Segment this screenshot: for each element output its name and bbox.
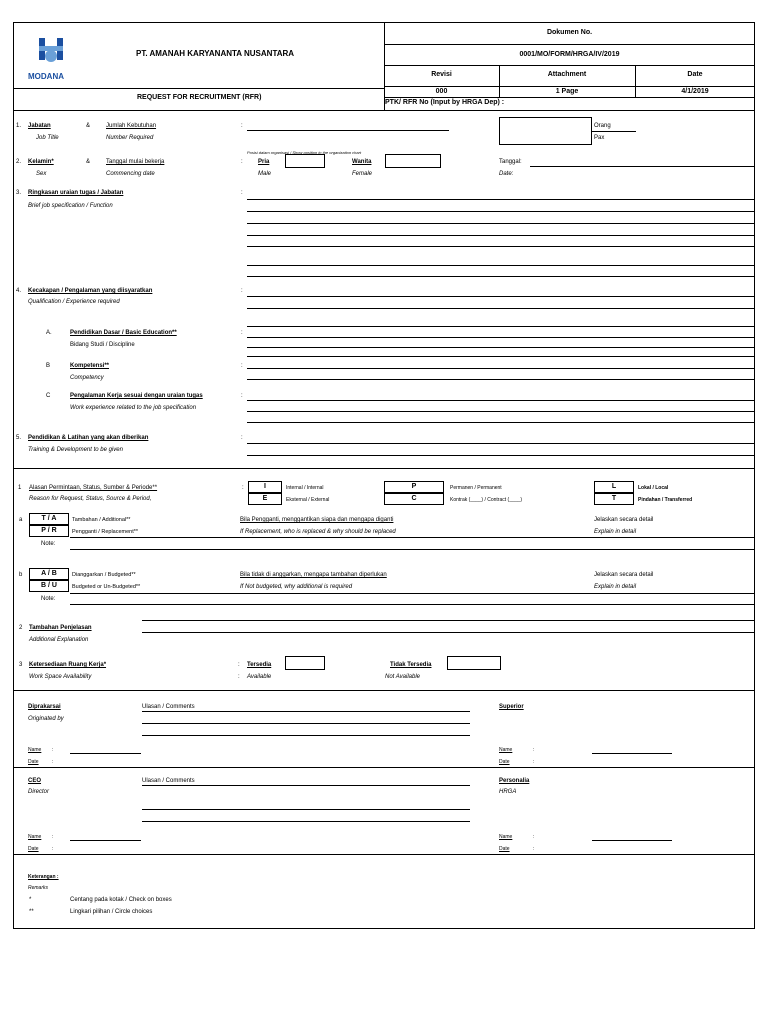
- c-key: C: [46, 393, 51, 399]
- revisi-value: 000: [435, 88, 448, 95]
- a-label: Pendidikan Dasar / Basic Education**: [70, 330, 177, 336]
- date-label-3: Date: [28, 846, 39, 852]
- q1-label: Jabatan: [28, 123, 51, 129]
- pria-label: Pria: [258, 159, 270, 165]
- comments-label-2: Ulasan / Comments: [142, 778, 195, 784]
- orang-label: Orang: [594, 123, 611, 129]
- not-available-label: Not Available: [385, 674, 421, 680]
- explain-sub-a: Explain in detail: [594, 529, 637, 535]
- permanent-text: Permanen / Permanent: [450, 485, 502, 491]
- date-value: 4/1/2019: [681, 88, 709, 95]
- date-colon-3: :: [52, 846, 54, 852]
- q4-sub: Qualification / Experience required: [28, 299, 120, 305]
- name-label-2: Name: [499, 747, 513, 753]
- date-colon-2: :: [533, 759, 535, 765]
- name-label-4: Name: [499, 834, 513, 840]
- q2-label: Kelamin*: [28, 159, 54, 165]
- workspace-colon: :: [238, 662, 240, 668]
- form-title: REQUEST FOR RECRUITMENT (RFR): [137, 94, 262, 101]
- doc-no-label: Dokumen No.: [546, 29, 593, 36]
- budget-sub: If Not budgeted, why additional is required: [240, 584, 353, 590]
- workspace-number: 3: [19, 662, 23, 668]
- q3-label: Ringkasan uraian tugas / Jabatan: [28, 190, 124, 196]
- a-key-s2: a: [19, 517, 23, 523]
- attachment-value: 1 Page: [555, 88, 579, 95]
- code-ta[interactable]: T / A: [29, 513, 69, 525]
- q1-amp: &: [86, 123, 91, 129]
- local-text: Lokal / Local: [638, 485, 669, 491]
- name-colon-4: :: [533, 834, 535, 840]
- tidak-tersedia-checkbox[interactable]: [447, 656, 501, 670]
- reason-label: Alasan Permintaan, Status, Sumber & Periode**: [29, 485, 158, 491]
- replacement-sub: If Replacement, who is replaced & why should be replaced: [240, 529, 396, 535]
- name-label-1: Name: [28, 747, 42, 753]
- q2-number: 2.: [16, 159, 22, 165]
- q2-amp: &: [86, 159, 91, 165]
- explain-label-b: Jelaskan secara detail: [594, 572, 654, 578]
- ceo-label: CEO: [28, 778, 42, 784]
- q5-colon: :: [241, 435, 243, 441]
- ceo-sub: Director: [28, 789, 50, 795]
- internal-text: Internal / Internal: [286, 485, 324, 491]
- doc-no-value: 0001/MO/FORM/HRGA/IV/2019: [519, 51, 620, 58]
- c-label: Pengalaman Kerja sesuai dengan uraian tugas: [70, 393, 203, 399]
- date-label-1: Date: [28, 759, 39, 765]
- attachment-label: Attachment: [547, 71, 587, 78]
- remark-star2: **: [29, 909, 34, 915]
- b-key: B: [46, 363, 51, 369]
- name-colon-3: :: [52, 834, 54, 840]
- ta-text: Tambahan / Additional**: [72, 517, 131, 523]
- add-expl-number: 2: [19, 625, 23, 631]
- logo-text: MODANA: [28, 72, 64, 81]
- pr-text: Pengganti / Replacement**: [72, 529, 139, 535]
- note-label-a: Note:: [41, 541, 56, 547]
- date-colon-4: :: [533, 846, 535, 852]
- transferred-text: Pindahan / Transferred: [638, 497, 693, 503]
- female-label: Female: [352, 171, 373, 177]
- add-expl-label: Tambahan Penjelasan: [29, 625, 92, 631]
- revisi-label: Revisi: [431, 71, 452, 78]
- b-label: Kompetensi**: [70, 363, 110, 369]
- add-expl-sub: Additional Explanation: [29, 637, 89, 643]
- q2-label2: Tanggal mulai bekerja: [106, 159, 165, 165]
- q4-number: 4.: [16, 288, 22, 294]
- q2-sub2: Commencing date: [106, 171, 155, 177]
- replacement-label: Bila Pengganti, menggantikan siapa dan mengapa diganti: [240, 517, 394, 523]
- c-colon: :: [241, 393, 243, 399]
- originated-sub: Originated by: [28, 716, 64, 722]
- personalia-sub: HRGA: [499, 789, 517, 795]
- q1-sub: Job Title: [36, 135, 59, 141]
- tidak-tersedia-label: Tidak Tersedia: [390, 662, 432, 668]
- reason-colon: :: [242, 485, 244, 491]
- name-label-3: Name: [28, 834, 42, 840]
- remark-star1-text: Centang pada kotak / Check on boxes: [70, 897, 172, 903]
- date-colon-1: :: [52, 759, 54, 765]
- code-bu[interactable]: B / U: [29, 580, 69, 592]
- code-transferred[interactable]: T: [594, 493, 634, 505]
- q5-sub: Training & Development to be given: [28, 447, 123, 453]
- code-pr[interactable]: P / R: [29, 525, 69, 537]
- a-key: A.: [46, 330, 52, 336]
- q1-sub2: Number Required: [106, 135, 154, 141]
- b-sub: Competency: [70, 375, 104, 381]
- ceo-name-field[interactable]: [70, 840, 141, 841]
- code-contract[interactable]: C: [384, 493, 444, 505]
- remarks-label: Keterangan :: [28, 874, 59, 880]
- name-colon-2: :: [533, 747, 535, 753]
- q1-label2: Jumlah Kebutuhan: [106, 123, 157, 129]
- ptk-label: PTK/ RFR No (Input by HRGA Dep) :: [385, 99, 505, 106]
- contract-text: Kontrak (____) / Contract (____): [450, 497, 522, 503]
- explain-label-a: Jelaskan secara detail: [594, 517, 654, 523]
- wanita-checkbox[interactable]: [385, 154, 441, 168]
- q2-sub: Sex: [36, 171, 47, 177]
- note-label-b: Note:: [41, 596, 56, 602]
- code-local[interactable]: L: [594, 481, 634, 493]
- pax-label: Pax: [594, 135, 605, 141]
- originator-name-field[interactable]: [70, 753, 141, 754]
- job-title-field[interactable]: [247, 130, 449, 131]
- q5-label: Pendidikan & Latihan yang akan diberikan: [28, 435, 149, 441]
- reason-sub: Reason for Request, Status, Source & Period,: [29, 496, 152, 502]
- b-colon: :: [241, 363, 243, 369]
- reason-number: 1: [18, 485, 22, 491]
- remarks-sub: Remarks: [28, 885, 49, 891]
- originated-label: Diprakarsai: [28, 704, 61, 710]
- code-external[interactable]: E: [248, 493, 282, 505]
- male-label: Male: [258, 171, 272, 177]
- c-sub: Work experience related to the job specification: [70, 405, 197, 411]
- a-sub: Bidang Studi / Discipline: [70, 342, 135, 348]
- comments-label-1: Ulasan / Comments: [142, 704, 195, 710]
- workspace-sub: Work Space Availability: [29, 674, 92, 680]
- date-label: Date: [687, 71, 703, 78]
- b-key-s2: b: [19, 572, 23, 578]
- q3-number: 3.: [16, 190, 22, 196]
- q5-number: 5.: [16, 435, 22, 441]
- external-text: Eksternal / External: [286, 497, 330, 503]
- date-label-2: Date: [499, 759, 510, 765]
- q3-sub: Brief job specification / Function: [28, 203, 113, 209]
- commencing-date-field[interactable]: [530, 166, 755, 167]
- remark-star2-text: Lingkari pilihan / Circle choices: [70, 909, 153, 915]
- date-label-s1: Date:: [499, 171, 514, 177]
- superior-label: Superior: [499, 704, 524, 710]
- available-label: Available: [247, 674, 272, 680]
- superior-name-field[interactable]: [592, 753, 672, 754]
- tanggal-label: Tanggal:: [499, 159, 522, 165]
- available-colon: :: [238, 674, 240, 680]
- q4-colon: :: [241, 288, 243, 294]
- a-colon: :: [241, 330, 243, 336]
- company-name: PT. AMANAH KARYANANTA NUSANTARA: [136, 49, 295, 58]
- code-ab[interactable]: A / B: [29, 568, 69, 580]
- pria-checkbox[interactable]: [285, 154, 325, 168]
- tersedia-label: Tersedia: [247, 662, 272, 668]
- explain-sub-b: Explain in detail: [594, 584, 637, 590]
- code-internal[interactable]: I: [248, 481, 282, 493]
- remark-star1: *: [29, 897, 32, 903]
- wanita-label: Wanita: [352, 159, 372, 165]
- date-label-4: Date: [499, 846, 510, 852]
- budget-label: Bila tidak di anggarkan, mengapa tambahan diperlukan: [240, 572, 387, 578]
- org-chart-note: Posisi dalam organisasi / Show position in the organization chart: [247, 150, 362, 155]
- personalia-name-field[interactable]: [592, 840, 672, 841]
- tersedia-checkbox[interactable]: [285, 656, 325, 670]
- q1-colon: :: [241, 123, 243, 129]
- personalia-label: Personalia: [499, 778, 530, 784]
- q4-label: Kecakapan / Pengalaman yang diisyaratkan: [28, 288, 153, 294]
- bu-text: Budgeted or Un-Budgeted**: [72, 584, 141, 590]
- number-required-box[interactable]: [499, 117, 592, 145]
- ab-text: Dianggarkan / Budgeted**: [72, 572, 136, 578]
- q3-colon: :: [241, 190, 243, 196]
- workspace-label: Ketersediaan Ruang Kerja*: [29, 662, 107, 668]
- code-permanent[interactable]: P: [384, 481, 444, 493]
- q1-number: 1.: [16, 123, 22, 129]
- q2-colon: :: [241, 159, 243, 165]
- name-colon-1: :: [52, 747, 54, 753]
